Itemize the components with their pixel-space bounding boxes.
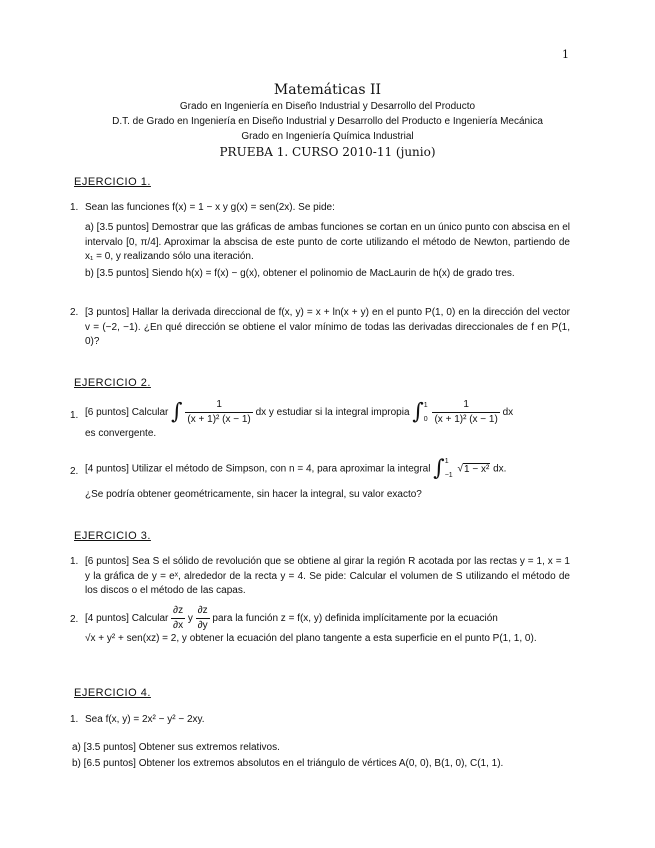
degree-line-3: Grado en Ingeniería Química Industrial [241,131,414,142]
degree-line-2: D.T. de Grado en Ingeniería en Diseño Industrial y Desarrollo del Producto e Ingeniería Mecánica [112,116,543,127]
integral-limits [424,399,428,427]
ex2-item1-text-c: dx [502,407,514,419]
fraction-numerator: 1 [432,398,499,413]
upper-limit: 1 [423,401,428,409]
item-number: 2. [70,614,79,625]
item-number: 1. [70,556,79,567]
item-number: 1. [70,202,79,213]
ex3-item2-continued: √x + y² + sen(xz) = 2, y obtener la ecuación del plano tangente a esta superficie en el punto P(1, 1, 0). [85,633,537,644]
upper-limit: 1 [444,458,449,465]
ex2-item1-text-d: es convergente. [85,428,157,439]
partial-dz-dy [196,604,210,633]
ex2-item2-text-b: dx. [493,463,507,475]
section-heading-2: EJERCICIO 2. [74,377,151,389]
integral-sign: ∫ [412,399,424,425]
section-heading-1: EJERCICIO 1. [74,176,151,188]
degree-line-1: Grado en Ingeniería en Diseño Industrial y Desarrollo del Producto [179,101,476,112]
ex2-item2-text-a: [4 puntos] Utilizar el método de Simpson, con n = 4, para aproximar la integral [85,463,431,475]
exam-subtitle: PRUEBA 1. CURSO 2010-11 (junio) [219,145,436,159]
partial-dz-dx [171,604,185,633]
ex3-item2-text-a: [4 puntos] Calcular [85,613,169,625]
ex4-item1: Sea f(x, y) = 2x² − y² − 2xy. [85,714,205,725]
numerator: ∂z [171,604,185,619]
lower-limit: −1 [444,472,453,479]
page-number: 1 [562,48,569,61]
item-number: 2. [70,466,79,477]
fraction [185,398,252,427]
ex1-item2: [3 puntos] Hallar la derivada direccional de f(x, y) = x + ln(x + y) en el punto P(1, 0) en la dirección del vector v = (−2, −1). ¿En qué dirección se obtiene el valor mínimo de todas las derivadas direccionales de f en P(1, 0)? [85,307,570,347]
ex3-item1: [6 puntos] Sea S el sólido de revolución que se obtiene al girar la región R acotada por las rectas y = 1, x = 1 y la gráfica de y = eˣ, alrededor de la recta y = 4. Se pide: Calcular el volumen de S utilizando el método de los discos o el método de las capas. [85,556,570,596]
integral-limits [445,455,453,483]
fraction-numerator: 1 [185,398,252,413]
ex2-item1 [85,398,570,441]
exam-title: Matemáticas II [273,82,382,98]
ex2-item2-question: ¿Se podría obtener geométricamente, sin hacer la integral, su valor exacto? [85,489,422,500]
denominator: ∂x [173,620,184,631]
ex2-item1-text-a: [6 puntos] Calcular [85,407,169,419]
ex2-item1-text-b: dx y estudiar si la integral impropia [255,407,410,419]
conjunction: y [187,613,193,625]
sqrt-argument: 1 − x² [463,463,490,475]
fraction-denominator: (x + 1)² (x − 1) [434,414,498,425]
integral-sign: ∫ [171,399,183,425]
ex4-part-b: b) [6.5 puntos] Obtener los extremos absolutos en el triángulo de vértices A(0, 0), B(1, 0), C(1, 1). [72,758,504,769]
denominator: ∂y [197,620,208,631]
ex4-part-a: a) [3.5 puntos] Obtener sus extremos relativos. [72,742,280,753]
ex2-item2: [4 puntos] Utilizar el método de Simpson, con n = 4, para aproximar la integral ∫ 1 −1 √1 − x² dx. [85,456,507,481]
ex1-item1-a: a) [3.5 puntos] Demostrar que las gráficas de ambas funciones se cortan en un único punto con abscisa en el intervalo [0, π/4]. Aproximar la abscisa de este punto de corte utilizando el método de Newton, partiendo de x₁ = 0, y realizando sólo una iteración. [85,222,570,262]
section-heading-4: EJERCICIO 4. [74,687,151,699]
lower-limit: 0 [423,415,428,423]
item-number: 1. [70,714,79,725]
section-heading-3: EJERCICIO 3. [74,530,151,542]
ex1-item1-intro: Sean las funciones f(x) = 1 − x y g(x) = sen(2x). Se pide: [85,202,335,213]
ex3-item2-text-b: para la función z = f(x, y) definida implícitamente por la ecuación [212,613,498,625]
ex3-item2 [85,604,570,633]
fraction [432,398,499,427]
item-number: 1. [70,410,79,421]
numerator: ∂z [196,604,210,619]
integral-sign: ∫ [433,456,445,481]
ex1-item1-b: b) [3.5 puntos] Siendo h(x) = f(x) − g(x), obtener el polinomio de MacLaurin de h(x) de grado tres. [85,268,515,279]
fraction-denominator: (x + 1)² (x − 1) [187,414,251,425]
item-number: 2. [70,307,79,318]
